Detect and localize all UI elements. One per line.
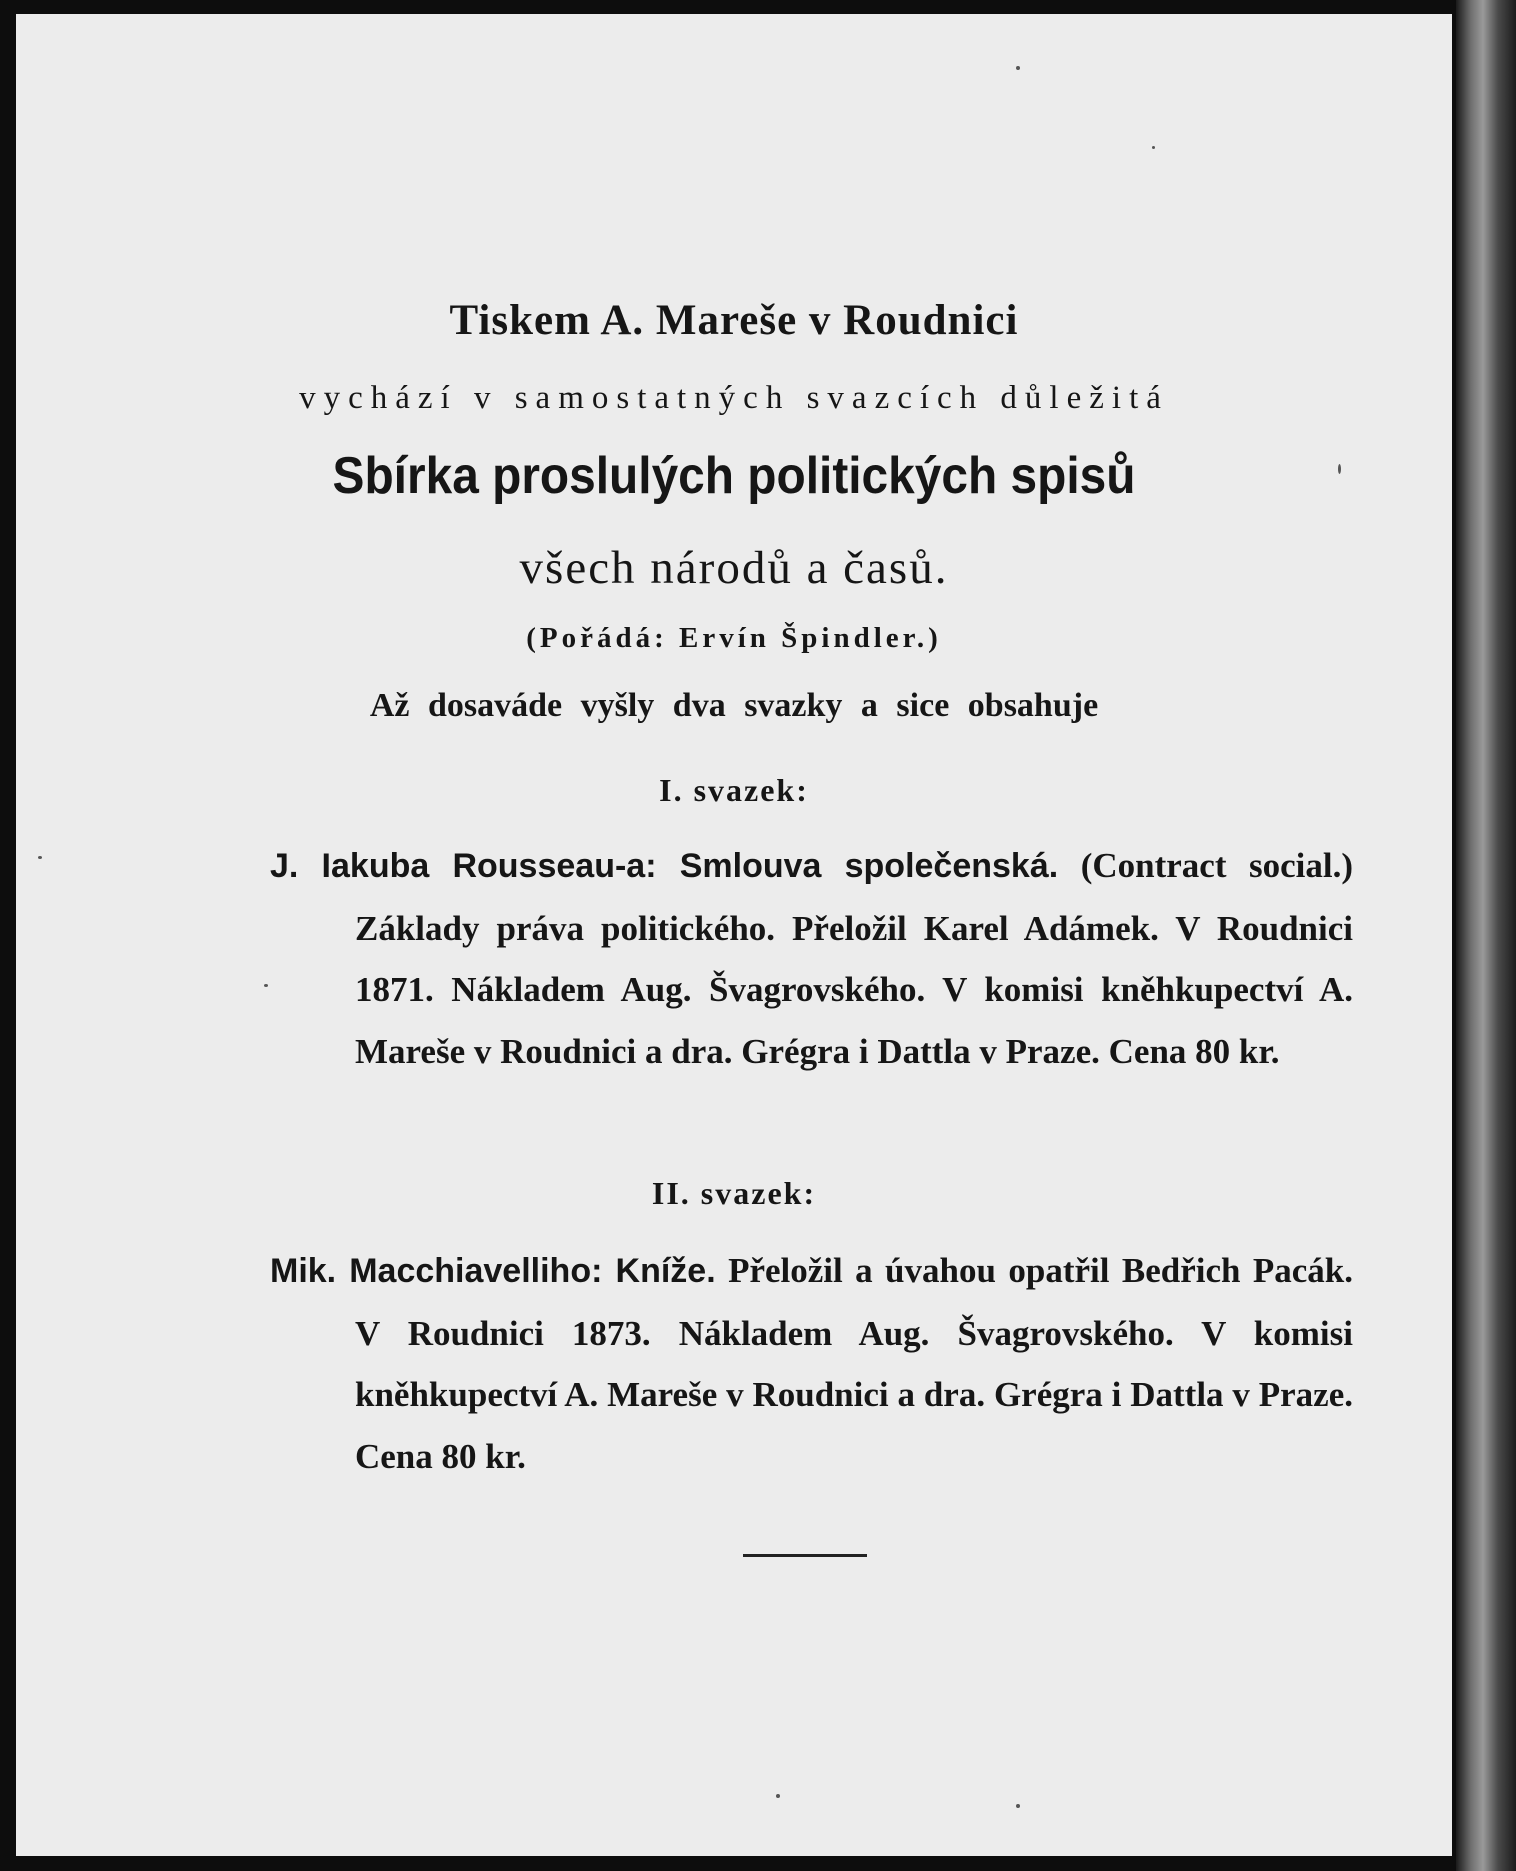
series-heading-line2: všech národů a časů.	[519, 542, 949, 594]
subtitle: vychází v samostatných svazcích důležitá	[299, 380, 1169, 416]
volume-2-entry	[270, 1240, 1354, 1487]
printer-title: Tiskem A. Mareše v Roudnici	[449, 297, 1019, 344]
paper-speck	[776, 1794, 780, 1798]
volume-1-label: I. svazek:	[659, 772, 809, 808]
volume-2-description: Přeložil a úvahou opatřil Bedřich Pacák. V Roudnici 1873. Nákladem Aug. Švagrovského. V komisi kněhkupectví A. Mareše v Roudnici a dra. Grégra i Dattla v Praze. Cena 80 kr.	[355, 1251, 1354, 1476]
document-page	[16, 14, 1452, 1856]
closing-rule	[743, 1554, 867, 1557]
series-heading: Sbírka proslulých politických spisů	[332, 447, 1136, 505]
volume-2-author-title: Mik. Macchiavelliho: Kníže.	[270, 1252, 716, 1290]
intro-line: Až dosaváde vyšly dva svazky a sice obsahuje	[369, 687, 1099, 724]
paper-speck	[264, 984, 268, 987]
paper-speck	[1152, 146, 1155, 149]
volume-1-description: (Contract social.) Základy práva politického. Přeložil Karel Adámek. V Roudnici 1871. Nákladem Aug. Švagrovského. V komisi kněhkupectví A. Mareše v Roudnici a dra. Grégra i Dattla v Praze. Cena 80 kr.	[355, 846, 1353, 1071]
volume-2-label: II. svazek:	[651, 1175, 817, 1211]
editor-line: (Pořádá: Ervín Špindler.)	[526, 622, 942, 654]
book-edge	[1456, 0, 1516, 1871]
paper-speck	[38, 856, 42, 859]
volume-1-author-title: J. Iakuba Rousseau-a: Smlouva společenská.	[270, 847, 1059, 885]
paper-speck	[1016, 1804, 1020, 1808]
paper-speck	[1016, 66, 1020, 70]
volume-1-entry	[270, 835, 1353, 1082]
